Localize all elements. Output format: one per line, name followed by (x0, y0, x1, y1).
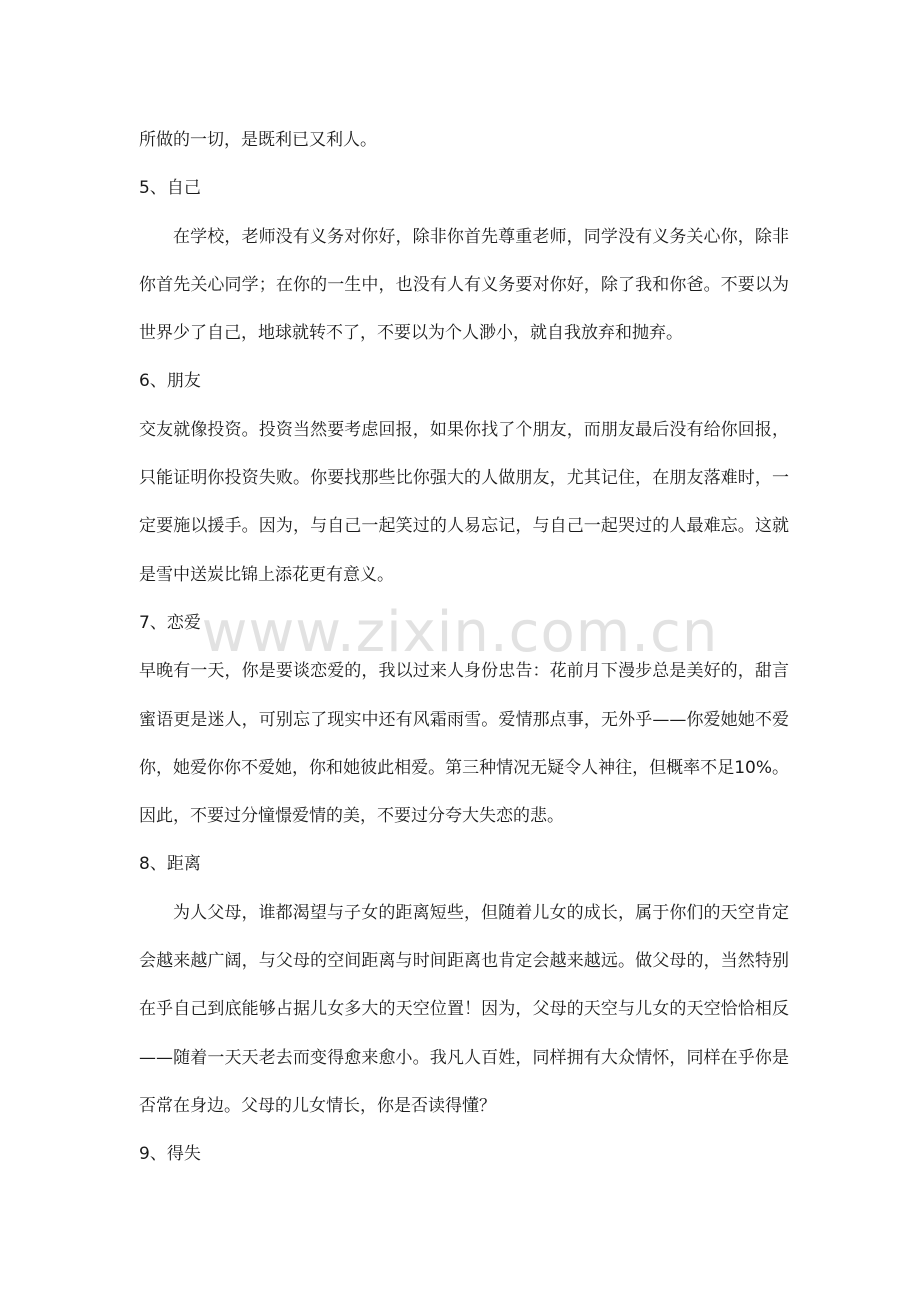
body-paragraph: 为人父母，谁都渴望与子女的距离短些，但随着儿女的成长，属于你们的天空肯定会越来越广阔，与父母的空间距离与时间距离也肯定会越来越远。做父母的，当然特别在乎自己到底能够占据儿女多大的天空位置！因为，父母的天空与儿女的天空恰恰相反——随着一天天老去而变得愈来愈小。我凡人百姓，同样拥有大众情怀，同样在乎你是否常在身边。父母的儿女情长，你是否读得懂？ (139, 902, 789, 1116)
section-heading: 7、恋爱 (139, 612, 201, 633)
body-paragraph: 所做的一切，是既利已又利人。 (139, 130, 377, 150)
section-heading: 6、朋友 (139, 371, 201, 392)
body-paragraph: 交友就像投资。投资当然要考虑回报，如果你找了个朋友，而朋友最后没有给你回报，只能证明你投资失败。你要找那些比你强大的人做朋友，尤其记住，在朋友落难时，一定要施以援手。因为，与自己一起笑过的人易忘记，与自己一起哭过的人最难忘。这就是雪中送炭比锦上添花更有意义。 (139, 419, 789, 585)
watermark: www.zixin.com.cn (201, 600, 719, 665)
body-paragraph: 在学校，老师没有义务对你好，除非你首先尊重老师，同学没有义务关心你，除非你首先关心同学；在你的一生中，也没有人有义务要对你好，除了我和你爸。不要以为世界少了自己，地球就转不了，不要以为个人渺小，就自我放弃和抛弃。 (139, 226, 789, 344)
section-heading: 8、距离 (139, 854, 201, 875)
section-heading: 5、自己 (139, 178, 201, 199)
body-paragraph: 早晚有一天，你是要谈恋爱的，我以过来人身份忠告：花前月下漫步总是美好的，甜言蜜语更是迷人，可别忘了现实中还有风霜雨雪。爱情那点事，无外乎——你爱她她不爱你，她爱你你不爱她，你和她彼此相爱。第三种情况无疑令人神往，但概率不足10%。因此，不要过分憧憬爱情的美，不要过分夸大失恋的悲。 (139, 661, 789, 827)
section-heading: 9、得失 (139, 1144, 201, 1165)
document-body (139, 116, 789, 1179)
